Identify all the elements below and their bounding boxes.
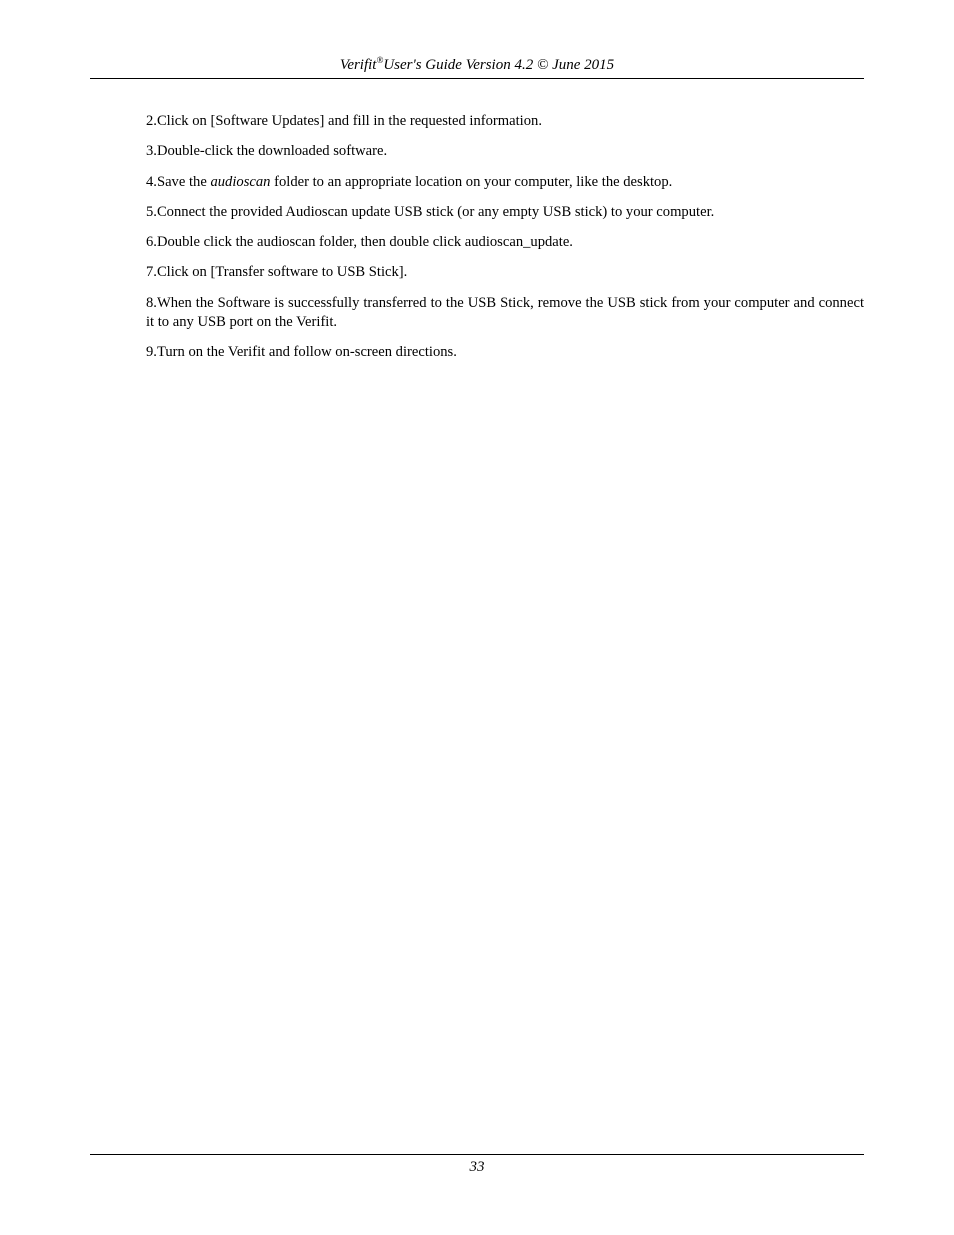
step-8 — [146, 294, 864, 332]
step-text-before: Save the — [156, 173, 211, 190]
step-number: 4. — [146, 173, 157, 190]
step-number: 2. — [146, 113, 157, 129]
running-header — [90, 56, 864, 78]
step-2 — [146, 112, 864, 131]
header-product: Verifit — [339, 57, 377, 73]
step-5 — [146, 203, 864, 222]
step-text-after: folder to an appropriate location on your computer, like the desktop. — [270, 173, 673, 190]
step-7 — [146, 263, 864, 282]
step-text: Connect the provided Audioscan update USB stick (or any empty USB stick) to your computer. — [156, 203, 715, 220]
step-number: 8. — [146, 294, 157, 311]
step-text: Click on [Transfer software to USB Stick]. — [156, 264, 408, 281]
step-9 — [146, 343, 864, 362]
header-rule — [90, 78, 864, 79]
step-text: Double click the audioscan folder, then double click audioscan_update. — [156, 234, 573, 251]
header-title: User's Guide Version 4.2 © June 2015 — [383, 57, 615, 73]
step-number: 6. — [146, 234, 157, 251]
step-text: Click on [Software Updates] and fill in the requested information. — [156, 113, 542, 129]
page-number: 33 — [469, 1159, 485, 1175]
step-3 — [146, 142, 864, 161]
step-number: 3. — [146, 143, 157, 160]
step-6 — [146, 233, 864, 252]
step-text: Double-click the downloaded software. — [156, 143, 388, 160]
registered-mark: ® — [376, 55, 384, 65]
instruction-steps — [146, 112, 864, 373]
step-text: When the Software is successfully transferred to the USB Stick, remove the USB stick from your computer and connect it to any USB port on the Verifit. — [146, 294, 864, 330]
step-number: 9. — [146, 344, 157, 361]
step-number: 7. — [146, 264, 157, 281]
step-number: 5. — [146, 203, 157, 220]
footer-rule — [90, 1154, 864, 1155]
step-text: Turn on the Verifit and follow on-screen directions. — [156, 344, 457, 361]
step-emphasis: audioscan — [210, 173, 271, 190]
step-4 — [146, 173, 864, 192]
